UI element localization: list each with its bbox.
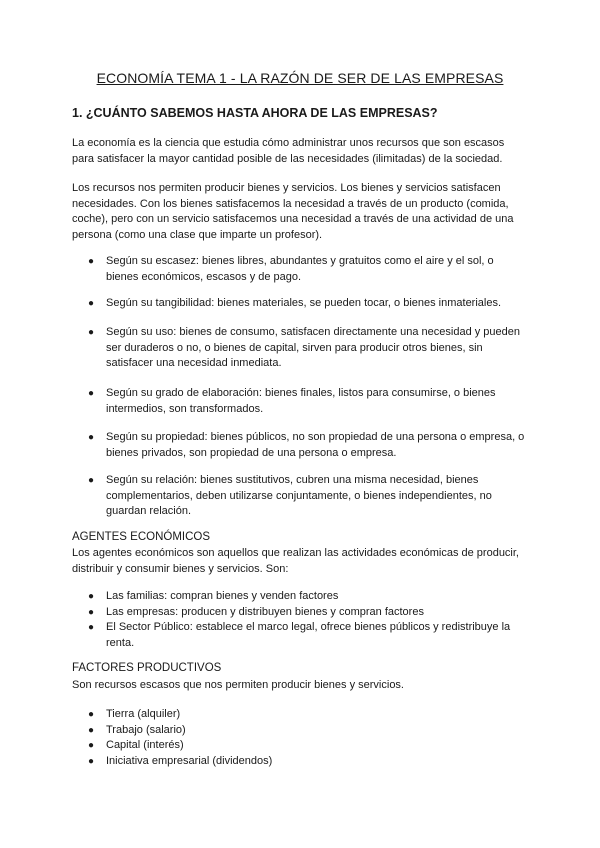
factors-heading: FACTORES PRODUCTIVOS — [72, 662, 222, 674]
bullet-icon: ● — [88, 740, 95, 751]
list-item — [88, 430, 528, 461]
list-item-text: Las familias: compran bienes y venden factores — [106, 590, 339, 602]
bullet-icon: ● — [88, 475, 95, 486]
paragraph-goods-services: Los recursos nos permiten producir bienes y servicios. Los bienes y servicios satisfacen necesidades. Con los bienes satisfacemos la necesidad a través de un producto (comida, coche), pero con un servicio satisfacemos una necesidad a través de una actividad de una persona (como una clase que imparte un profesor). — [72, 182, 514, 241]
list-item — [88, 707, 528, 723]
list-item — [88, 296, 528, 312]
bullet-icon: ● — [88, 298, 95, 309]
list-item — [88, 254, 528, 285]
list-item-text: Según su relación: bienes sustitutivos, cubren una misma necesidad, bienes complementarios, deben utilizarse conjuntamente, o bienes independientes, no guardan relación. — [106, 474, 492, 517]
list-item-text: Según su propiedad: bienes públicos, no son propiedad de una persona o empresa, o bienes privados, son propiedad de una persona o empresa. — [106, 431, 525, 459]
list-item-text: Tierra (alquiler) — [106, 708, 181, 720]
bullet-icon: ● — [88, 622, 95, 633]
list-item-text: Iniciativa empresarial (dividendos) — [106, 754, 273, 767]
list-item-text: Según su uso: bienes de consumo, satisfacen directamente una necesidad y pueden ser duraderos o no, o bienes de capital, sirven para producir otros bienes, sin satisfacer una necesidad inmediata. — [106, 326, 520, 369]
list-item — [88, 605, 528, 621]
list-item-text: Según su tangibilidad: bienes materiales, se pueden tocar, o bienes inmateriales. — [106, 297, 502, 309]
factors-list — [88, 707, 528, 769]
list-item — [88, 386, 528, 417]
bullet-icon: ● — [88, 709, 95, 720]
list-item-text: El Sector Público: establece el marco legal, ofrece bienes públicos y redistribuye la renta. — [106, 621, 511, 649]
list-item — [88, 738, 528, 754]
agents-list — [88, 589, 528, 651]
list-item-text: Según su escasez: bienes libres, abundantes y gratuitos como el aire y el sol, o bienes económicos, escasos y de pago. — [106, 255, 494, 283]
document-title: ECONOMÍA TEMA 1 - LA RAZÓN DE SER DE LAS EMPRESAS — [96, 70, 504, 86]
list-item — [88, 589, 528, 605]
list-item — [88, 325, 528, 372]
factors-intro: Son recursos escasos que nos permiten producir bienes y servicios. — [72, 679, 404, 691]
list-item-text: Según su grado de elaboración: bienes finales, listos para consumirse, o bienes intermedios, son transformados. — [106, 387, 496, 415]
bullet-icon: ● — [88, 327, 95, 338]
bullet-icon: ● — [88, 388, 95, 399]
paragraph-economy-definition: La economía es la ciencia que estudia cómo administrar unos recursos que son escasos para satisfacer la mayor cantidad posible de las necesidades (ilimitadas) de la sociedad. — [72, 137, 505, 165]
agents-heading: AGENTES ECONÓMICOS — [72, 531, 211, 543]
goods-classification-list — [88, 254, 528, 517]
section-heading-1: 1. ¿CUÁNTO SABEMOS HASTA AHORA DE LAS EMPRESAS? — [72, 106, 438, 120]
agents-intro: Los agentes económicos son aquellos que realizan las actividades económicas de producir, distribuir y consumir bienes y servicios. Son: — [72, 547, 519, 575]
list-item — [88, 754, 528, 770]
bullet-icon: ● — [88, 724, 95, 736]
list-item — [88, 473, 528, 520]
list-item-text: Capital (interés) — [106, 739, 184, 751]
list-item-text: Las empresas: producen y distribuyen bienes y compran factores — [106, 605, 424, 618]
bullet-icon: ● — [88, 432, 95, 443]
list-item — [88, 723, 528, 739]
list-item-text: Trabajo (salario) — [106, 723, 186, 736]
bullet-icon: ● — [88, 606, 95, 618]
bullet-icon: ● — [88, 755, 95, 767]
bullet-icon: ● — [88, 256, 95, 267]
bullet-icon: ● — [88, 591, 95, 602]
list-item — [88, 620, 528, 651]
